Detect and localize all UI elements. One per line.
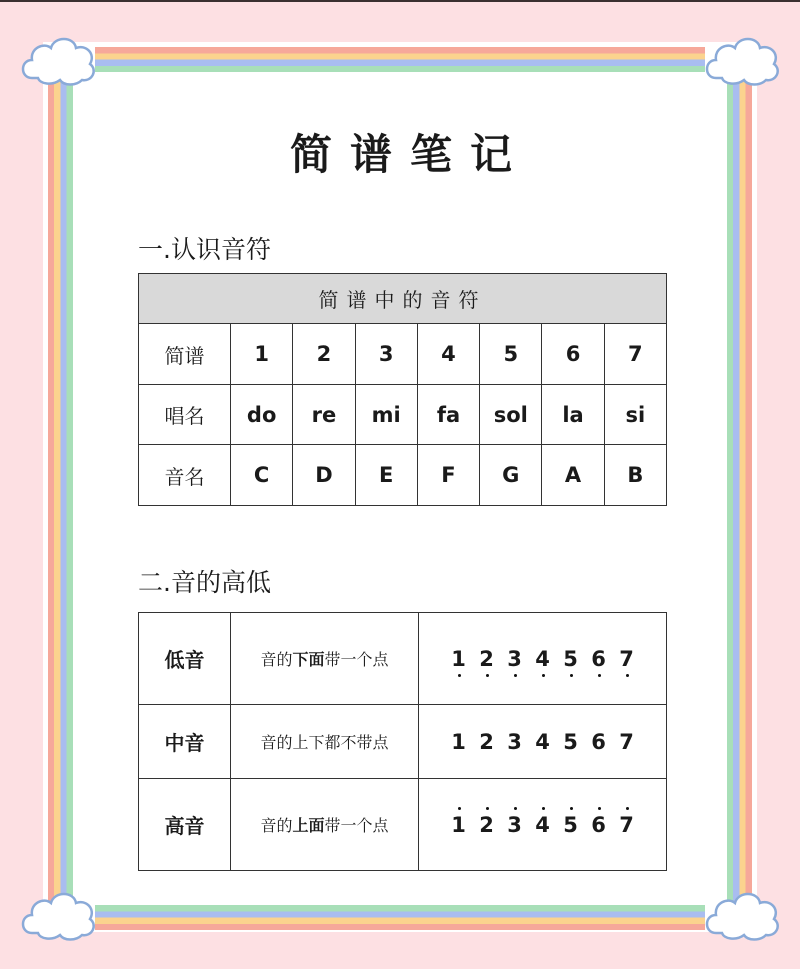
row-label: 高音 (139, 779, 231, 871)
note: 3 (507, 729, 522, 754)
left-rainbow-stripe (48, 80, 73, 902)
row-label: 音名 (139, 445, 231, 506)
low-dot-icon (486, 674, 489, 677)
cell: re (293, 385, 355, 445)
high-dot-icon (598, 807, 601, 810)
right-rainbow-stripe (727, 80, 752, 902)
low-dot-icon (514, 674, 517, 677)
low-dot-icon (542, 674, 545, 677)
table-row (139, 385, 667, 445)
note: 6 (591, 729, 606, 754)
section-heading: 一.认识音符 (138, 235, 271, 264)
cloud-icon (18, 885, 98, 943)
cell: la (542, 385, 604, 445)
note: 6 (590, 647, 608, 671)
cell: E (355, 445, 417, 506)
cell: 2 (293, 324, 355, 385)
notes-cell (419, 705, 667, 779)
note: 5 (562, 813, 580, 837)
note: 6 (590, 813, 608, 837)
note: 7 (619, 729, 634, 754)
cell: C (231, 445, 293, 506)
note: 2 (478, 647, 496, 671)
table-row (139, 445, 667, 506)
note: 1 (450, 647, 468, 671)
note: 5 (563, 729, 578, 754)
table-row (139, 779, 667, 871)
note: 4 (534, 647, 552, 671)
cell: 7 (604, 324, 666, 385)
low-dot-icon (570, 674, 573, 677)
description: 音的上下都不带点 (231, 705, 419, 779)
cell: 6 (542, 324, 604, 385)
note: 1 (451, 729, 466, 754)
note: 2 (479, 729, 494, 754)
row-label: 低音 (139, 613, 231, 705)
note: 3 (506, 647, 524, 671)
notes-cell (419, 779, 667, 871)
cell: F (417, 445, 479, 506)
cell: 5 (480, 324, 542, 385)
cell: do (231, 385, 293, 445)
section-heading: 二.音的高低 (138, 568, 271, 597)
description: 音的下面带一个点 (231, 613, 419, 705)
notes-table (138, 273, 667, 506)
cell: B (604, 445, 666, 506)
row-label: 唱名 (139, 385, 231, 445)
cell: 3 (355, 324, 417, 385)
low-dot-icon (598, 674, 601, 677)
note: 4 (535, 729, 550, 754)
low-dot-icon (458, 674, 461, 677)
high-dot-icon (514, 807, 517, 810)
table-row (139, 324, 667, 385)
cell: fa (417, 385, 479, 445)
top-edge (0, 0, 800, 2)
note: 1 (450, 813, 468, 837)
high-dot-icon (458, 807, 461, 810)
cloud-icon (18, 30, 98, 88)
high-dot-icon (626, 807, 629, 810)
row-label: 简谱 (139, 324, 231, 385)
bottom-rainbow-stripe (95, 905, 705, 930)
table-row (139, 613, 667, 705)
cell: mi (355, 385, 417, 445)
row-label: 中音 (139, 705, 231, 779)
page-title: 简谱笔记 (289, 130, 530, 179)
low-dot-icon (626, 674, 629, 677)
high-dot-icon (486, 807, 489, 810)
note: 5 (562, 647, 580, 671)
table-row (139, 705, 667, 779)
note: 7 (618, 813, 636, 837)
high-dot-icon (570, 807, 573, 810)
notes-cell (419, 613, 667, 705)
cell: D (293, 445, 355, 506)
note: 7 (618, 647, 636, 671)
cloud-icon (702, 885, 782, 943)
cloud-icon (702, 30, 782, 88)
description: 音的上面带一个点 (231, 779, 419, 871)
cell: 1 (231, 324, 293, 385)
table-title: 简谱中的音符 (139, 274, 667, 324)
note: 2 (478, 813, 496, 837)
cell: si (604, 385, 666, 445)
note: 3 (506, 813, 524, 837)
cell: sol (480, 385, 542, 445)
cell: G (480, 445, 542, 506)
note: 4 (534, 813, 552, 837)
pitch-table (138, 612, 667, 871)
cell: A (542, 445, 604, 506)
top-rainbow-stripe (95, 47, 705, 72)
high-dot-icon (542, 807, 545, 810)
cell: 4 (417, 324, 479, 385)
